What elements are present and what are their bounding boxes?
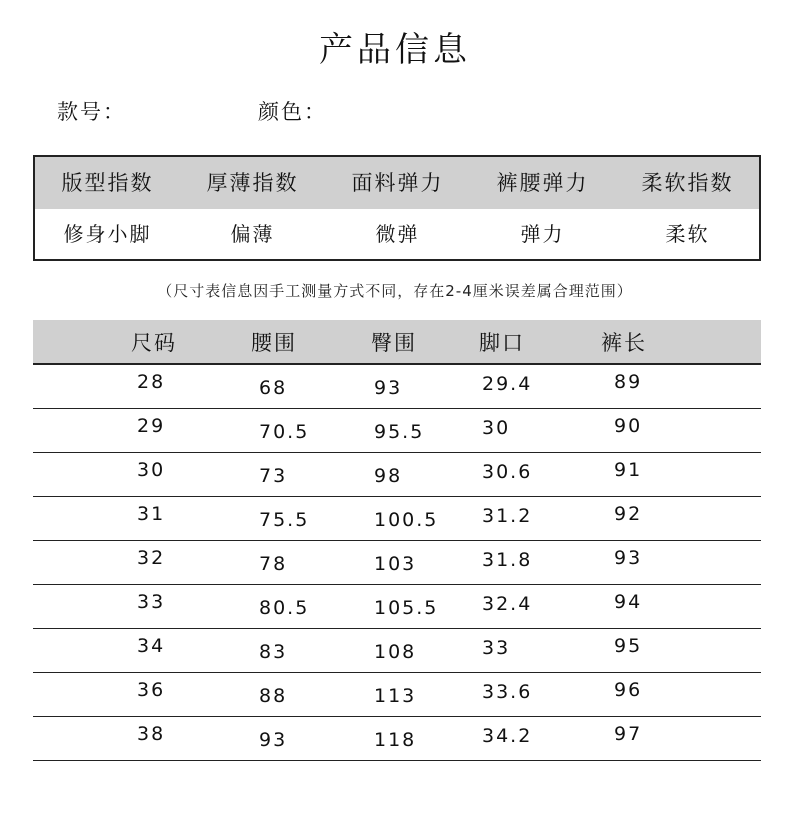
cell-waist: 73	[259, 465, 288, 487]
size-header-hip: 臀围	[371, 331, 417, 355]
cell-length: 92	[614, 503, 643, 525]
cell-leg-opening: 29.4	[482, 373, 533, 395]
cell-length: 90	[614, 415, 643, 437]
cell-size: 31	[137, 503, 166, 525]
cell-leg-opening: 32.4	[482, 593, 533, 615]
cell-leg-opening: 30	[482, 417, 511, 439]
cell-size: 29	[137, 415, 166, 437]
attr-value-thickness: 偏薄	[230, 222, 275, 246]
style-number-label: 款号：	[57, 100, 126, 124]
cell-length: 94	[614, 591, 643, 613]
measurement-note: （尺寸表信息因手工测量方式不同，存在2-4厘米误差属合理范围）	[157, 282, 633, 300]
cell-length: 97	[614, 723, 643, 745]
cell-hip: 93	[374, 377, 403, 399]
table-row	[33, 453, 761, 497]
attr-header-fabric-stretch: 面料弹力	[351, 171, 444, 195]
cell-waist: 83	[259, 641, 288, 663]
cell-size: 33	[137, 591, 166, 613]
cell-waist: 75.5	[259, 509, 310, 531]
cell-waist: 80.5	[259, 597, 310, 619]
cell-size: 30	[137, 459, 166, 481]
attr-value-softness: 柔软	[665, 222, 710, 246]
cell-size: 34	[137, 635, 166, 657]
attributes-value-row	[35, 209, 759, 259]
cell-leg-opening: 30.6	[482, 461, 533, 483]
attr-value-waist-stretch: 弹力	[520, 222, 565, 246]
cell-waist: 93	[259, 729, 288, 751]
table-row	[33, 541, 761, 585]
cell-length: 96	[614, 679, 643, 701]
cell-leg-opening: 34.2	[482, 725, 533, 747]
attr-header-fit: 版型指数	[61, 171, 154, 195]
cell-hip: 98	[374, 465, 403, 487]
cell-length: 91	[614, 459, 643, 481]
size-header-length: 裤长	[601, 331, 647, 355]
size-header-waist: 腰围	[251, 331, 297, 355]
cell-hip: 118	[374, 729, 417, 751]
table-row	[33, 717, 761, 761]
cell-length: 89	[614, 371, 643, 393]
cell-length: 95	[614, 635, 643, 657]
attr-value-fabric-stretch: 微弹	[375, 222, 420, 246]
size-header-leg-opening: 脚口	[479, 331, 525, 355]
table-row	[33, 497, 761, 541]
table-row	[33, 673, 761, 717]
cell-hip: 105.5	[374, 597, 439, 619]
cell-hip: 100.5	[374, 509, 439, 531]
table-row	[33, 409, 761, 453]
cell-size: 38	[137, 723, 166, 745]
table-row	[33, 629, 761, 673]
cell-leg-opening: 31.8	[482, 549, 533, 571]
attr-value-fit: 修身小脚	[63, 222, 152, 246]
size-header-size: 尺码	[131, 331, 177, 355]
cell-hip: 103	[374, 553, 417, 575]
product-attributes-table	[33, 155, 761, 261]
cell-hip: 108	[374, 641, 417, 663]
color-label: 颜色：	[258, 100, 327, 124]
cell-size: 36	[137, 679, 166, 701]
attr-header-waist-stretch: 裤腰弹力	[496, 171, 589, 195]
cell-leg-opening: 33.6	[482, 681, 533, 703]
cell-waist: 88	[259, 685, 288, 707]
cell-leg-opening: 33	[482, 637, 511, 659]
attr-header-softness: 柔软指数	[641, 171, 734, 195]
cell-waist: 70.5	[259, 421, 310, 443]
cell-leg-opening: 31.2	[482, 505, 533, 527]
size-table-header	[33, 320, 761, 363]
cell-hip: 113	[374, 685, 417, 707]
table-row	[33, 365, 761, 409]
cell-waist: 68	[259, 377, 288, 399]
attributes-header-row	[35, 157, 759, 209]
cell-length: 93	[614, 547, 643, 569]
page-title: 产品信息	[319, 30, 471, 70]
cell-waist: 78	[259, 553, 288, 575]
attr-header-thickness: 厚薄指数	[206, 171, 299, 195]
cell-size: 32	[137, 547, 166, 569]
cell-hip: 95.5	[374, 421, 425, 443]
cell-size: 28	[137, 371, 166, 393]
table-row	[33, 585, 761, 629]
